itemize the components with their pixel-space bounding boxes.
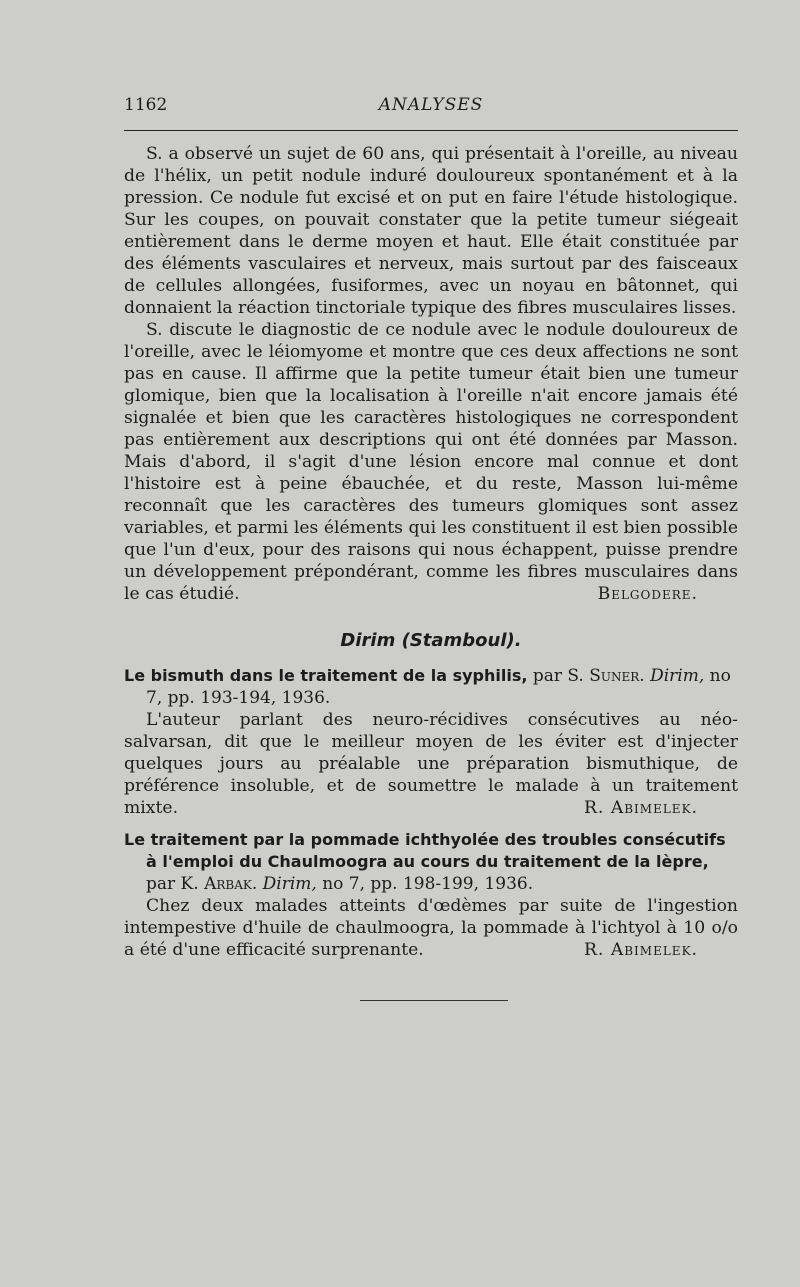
article-1-by: par S. — [532, 666, 584, 686]
article-1-body — [124, 709, 738, 819]
article-2-author: Arbak. — [204, 874, 258, 894]
article-2-journal: Dirim, — [262, 874, 317, 894]
review-paragraph-1: S. a observé un sujet de 60 ans, qui présentait à l'oreille, au niveau de l'hélix, un petit nodule induré douloureux spontanément et à la pression. Ce nodule fut excisé et on put en faire l'étude histologique. Sur les coupes, on pouvait constater que la petite tumeur siégeait entièrement dans le derme moyen et haut. Elle était constituée par des éléments vasculaires et nerveux, mais surtout par des faisceaux de cellules allongées, fusiformes, avec un noyau en bâtonnet, qui donnaient la réaction tinctoriale typique des fibres musculaires lisses. — [124, 144, 738, 318]
article-2-title — [124, 829, 738, 895]
article-1-body-text: L'auteur parlant des neuro-récidives consécutives au néo-salvarsan, dit que le meilleur moyen de les éviter est d'injecter quelques jours au préalable une préparation bismuthique, de préférence insoluble, et de soumettre le malade à un traitement mixte. — [124, 710, 738, 818]
body-text — [124, 143, 738, 961]
article-2-body-text: Chez deux malades atteints d'œdèmes par suite de l'ingestion intempestive d'huile de chaulmoogra, la pommade à l'ichtyol à 10 o/o a été d'une efficacité surprenante. — [124, 896, 738, 960]
article-2-body — [124, 895, 738, 961]
review-signature: Belgodere. — [597, 584, 698, 604]
article-1-title — [124, 665, 738, 709]
end-rule — [360, 1000, 508, 1001]
article-2-by: par K. — [146, 874, 199, 894]
article-1-ref: no 7, pp. 193-194, 1936. — [146, 666, 731, 708]
article-1-title-text: Le bismuth dans le traitement de la syphilis, — [124, 666, 528, 685]
article-2-signature: R. Abimelek. — [583, 940, 698, 960]
article-2-title-text: Le traitement par la pommade ichthyolée des troubles consécutifs à l'emploi du Chaulmoogra au cours du traitement de la lèpre, — [124, 830, 726, 871]
section-heading: Dirim (Stamboul). — [340, 630, 522, 651]
article-2-ref: no 7, pp. 198-199, 1936. — [322, 874, 534, 894]
article-1-journal: Dirim, — [650, 666, 705, 686]
page-header — [124, 95, 738, 119]
review-paragraph-2-text: S. discute le diagnostic de ce nodule avec le nodule douloureux de l'oreille, avec le léiomyome et montre que ces deux affections ne sont pas en cause. Il affirme que la petite tumeur était bien une tumeur glomique, bien que la localisation à l'oreille n'ait encore jamais été signalée et bien que les caractères histologiques ne correspondent pas entièrement aux descriptions qui ont été données par Masson. Mais d'abord, il s'agit d'une lésion encore mal connue et dont l'histoire est à peine ébauchée, et du reste, Masson lui-même reconnaît que les caractères des tumeurs glomiques sont assez variables, et parmi les éléments qui les constituent il est bien possible que l'un d'eux, pour des raisons qui nous échappent, puisse prendre un développement prépondérant, comme les fibres musculaires dans le cas étudié. — [124, 320, 738, 604]
page-number: 1162 — [124, 95, 168, 115]
header-rule — [124, 130, 738, 131]
review-paragraph-2 — [124, 319, 738, 605]
article-1-signature: R. Abimelek. — [583, 798, 698, 818]
running-title: ANALYSES — [378, 95, 484, 115]
article-1-author: Suner. — [589, 666, 645, 686]
